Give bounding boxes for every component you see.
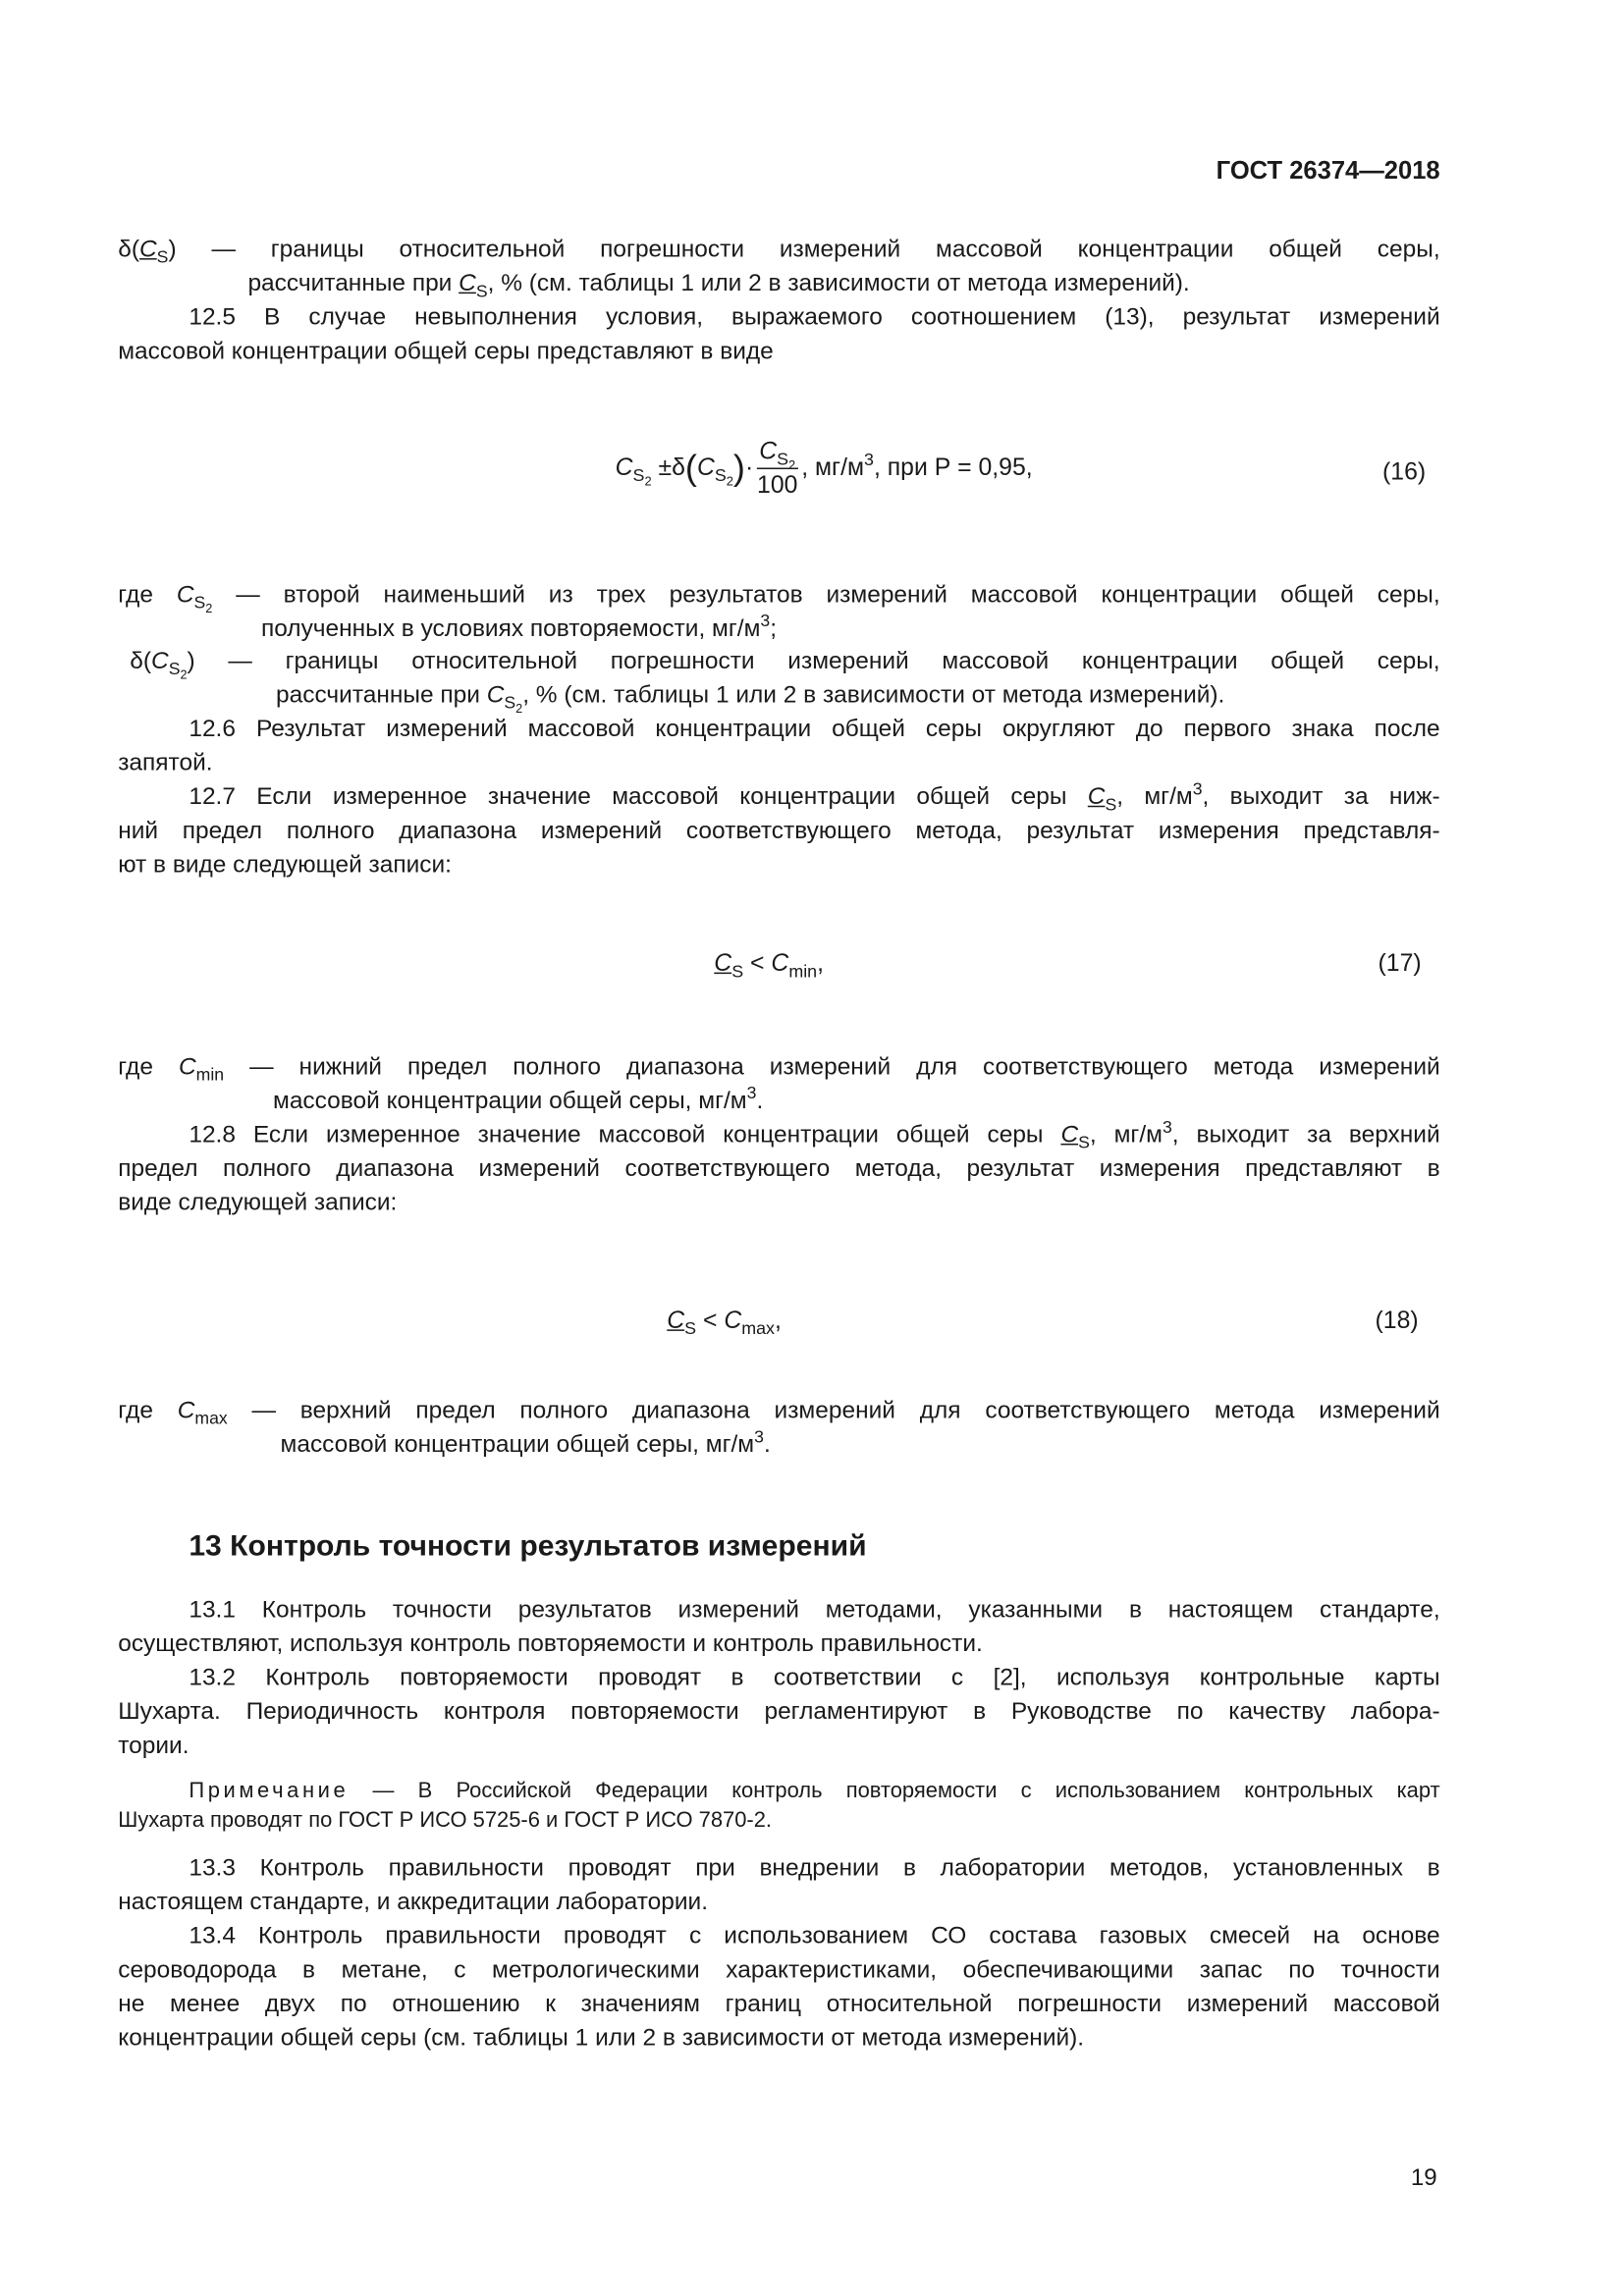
comma: , (817, 950, 824, 978)
p12-7-line2: ний предел полного диапазона измерений соответствующего метода, результат измерения представля- (118, 817, 1440, 844)
delta-open: δ( (118, 236, 140, 263)
var-c: C (486, 681, 505, 709)
p12-7-line1 (189, 780, 1439, 815)
where: где (118, 1053, 153, 1081)
sub-s: S (168, 660, 181, 679)
p12-8-line3: виде следующей записи: (118, 1189, 398, 1216)
p13-3-line1: 13.3 Контроль правильности проводят при внедрении в лаборатории методов, установленных в (189, 1854, 1440, 1882)
note-line2: Шухарта проводят по ГОСТ Р ИСО 5725-6 и ГОСТ Р ИСО 7870-2. (118, 1808, 773, 1833)
sup-3: 3 (1162, 1117, 1172, 1138)
text: , выходит за верхний (1171, 1121, 1440, 1148)
less-than: < (702, 1307, 718, 1334)
sub-s: S (1105, 795, 1117, 815)
sub-s: S (684, 1317, 697, 1339)
definition-cs2-line1 (118, 578, 1439, 613)
sub-s: S (731, 960, 744, 982)
note-label: Примечание (189, 1779, 350, 1803)
text: массовой концентрации общей серы, мг/м (280, 1431, 755, 1459)
text: , мг/м (1089, 1121, 1163, 1148)
fraction (756, 437, 798, 501)
var-c: C (771, 950, 789, 978)
definition-cmax-line1 (118, 1395, 1439, 1429)
sup-3: 3 (746, 1084, 757, 1103)
text: ; (770, 614, 778, 642)
sub-2: 2 (644, 473, 652, 489)
var-c: C (724, 1307, 742, 1334)
var-c: C (177, 1397, 195, 1424)
var-c: C (667, 1307, 685, 1334)
text: , % (см. таблицы 1 или 2 в зависимости от метода измерений). (487, 270, 1190, 297)
definition-delta-cs2-line2 (276, 678, 1440, 717)
p12-5-line2: массовой концентрации общей серы представляют в виде (118, 338, 774, 365)
definition-text: — границы относительной погрешности измерений массовой концентрации общей серы, (228, 647, 1440, 674)
p13-4-line3: не менее двух по отношению к значениям границ относительной погрешности измерений массовой (118, 1990, 1440, 2017)
sub-s: S (714, 464, 727, 486)
var-c: C (151, 647, 169, 674)
formula-18 (667, 1305, 782, 1339)
p13-2-line1: 13.2 Контроль повторяемости проводят в соответствии с [2], используя контрольные карты (189, 1664, 1440, 1691)
sub-2: 2 (515, 701, 523, 717)
text: полученных в условиях повторяемости, мг/м (260, 614, 761, 642)
p13-3-line2: настоящем стандарте, и аккредитации лаборатории. (118, 1889, 709, 1916)
var-c: C (759, 438, 778, 465)
sub-2: 2 (726, 473, 733, 489)
definition-text: — границы относительной погрешности измерений массовой концентрации общей серы, (211, 236, 1440, 263)
sup-3: 3 (1192, 779, 1203, 800)
sub-max: max (741, 1317, 775, 1339)
definition-cmax-line2 (281, 1428, 1440, 1463)
definition-cs2-line2 (261, 613, 1440, 647)
definition-delta-cs-line2 (247, 267, 1439, 301)
sup-3: 3 (754, 1427, 764, 1447)
definition-text: — верхний предел полного диапазона измерений для соответствующего метода измерений (251, 1397, 1440, 1424)
definition-cmin-line1 (118, 1050, 1439, 1085)
delta-open: δ( (130, 647, 152, 674)
p12-6-line1: 12.6 Результат измерений массовой концентрации общей серы округляют до первого знака после (189, 716, 1440, 743)
less-than: < (750, 950, 765, 978)
sub-2: 2 (205, 600, 213, 615)
var-c: C (696, 454, 715, 481)
text: 12.8 Если измеренное значение массовой концентрации общей серы (189, 1121, 1044, 1148)
text: 12.7 Если измеренное значение массовой концентрации общей серы (189, 783, 1067, 811)
sub-s: S (504, 693, 516, 714)
text: , выходит за ниж- (1202, 783, 1440, 811)
fraction-denominator: 100 (757, 472, 798, 500)
sub-s: S (156, 247, 169, 268)
text: массовой концентрации общей серы, мг/м (272, 1087, 747, 1114)
comma: , (774, 1307, 782, 1334)
formula-16-number: (16) (1382, 458, 1427, 486)
sub-2: 2 (180, 667, 188, 682)
sup-3: 3 (864, 449, 874, 470)
units: , мг/м (801, 454, 865, 481)
p13-4-line1: 13.4 Контроль правильности проводят с использованием СО состава газовых смесей на основе (189, 1922, 1440, 1949)
sub-s: S (632, 464, 645, 486)
where: где (118, 1397, 153, 1424)
sub-s: S (777, 449, 789, 470)
sub-s: S (475, 282, 488, 301)
var-c: C (459, 270, 476, 297)
multiply-dot: · (744, 454, 754, 481)
p12-7-line3: ют в виде следующей записи: (118, 851, 452, 879)
page-number: 19 (1410, 2165, 1437, 2192)
right-paren: ) (732, 448, 745, 489)
left-paren: ( (684, 448, 697, 489)
sub-min: min (195, 1065, 225, 1085)
text: рассчитанные при (247, 270, 453, 297)
formula-17 (714, 947, 824, 982)
p13-4-line2: сероводорода в метане, с метрологическими характеристиками, обеспечивающими запас по точности (118, 1956, 1440, 1984)
definition-text: — второй наименьший из трех результатов измерений массовой концентрации общей серы, (236, 581, 1440, 609)
definition-cmin-line2 (273, 1085, 1440, 1119)
delta-close: ) (187, 647, 195, 674)
p13-2-line2: Шухарта. Периодичность контроля повторяемости регламентируют в Руководстве по качеству лабора- (118, 1698, 1440, 1726)
text: . (756, 1087, 764, 1114)
var-c: C (139, 236, 157, 263)
text: , мг/м (1116, 783, 1193, 811)
text: рассчитанные при (276, 681, 480, 709)
p13-1-line2: осуществляют, используя контроль повторяемости и контроль правильности. (118, 1630, 983, 1658)
note-text: — В Российской Федерации контроль повторяемости с использованием контрольных карт (372, 1779, 1440, 1803)
delta: δ (672, 454, 685, 481)
sub-2: 2 (788, 457, 796, 473)
sub-min: min (788, 960, 818, 982)
formula-18-number: (18) (1375, 1307, 1419, 1334)
var-c: C (615, 454, 633, 481)
section-13-heading: 13 Контроль точности результатов измерений (189, 1529, 867, 1563)
p12-6-line2: запятой. (118, 749, 213, 776)
formula-16 (616, 437, 1033, 501)
definition-delta-cs2-line1 (130, 645, 1440, 682)
text: . (763, 1431, 771, 1459)
sub-max: max (194, 1409, 228, 1429)
var-c: C (176, 581, 194, 609)
p12-8-line1 (189, 1118, 1439, 1152)
p13-2-line3: тории. (118, 1732, 189, 1759)
definition-text: — нижний предел полного диапазона измерений для соответствующего метода измерений (249, 1053, 1440, 1081)
p13-4-line4: концентрации общей серы (см. таблицы 1 или 2 в зависимости от метода измерений). (118, 2024, 1085, 2052)
formula-17-number: (17) (1378, 950, 1422, 978)
p13-1-line1: 13.1 Контроль точности результатов измерений методами, указанными в настоящем стандарте, (189, 1596, 1440, 1624)
where: где (118, 581, 153, 609)
definition-delta-cs-line1 (118, 234, 1439, 268)
var-c: C (178, 1053, 196, 1081)
sup-3: 3 (760, 612, 771, 631)
standard-designation: ГОСТ 26374—2018 (1216, 156, 1440, 185)
p12-8-line2: предел полного диапазона измерений соответствующего метода, результат измерения представляют в (118, 1155, 1440, 1183)
probability: , при Р = 0,95, (873, 454, 1033, 481)
var-c: C (1087, 783, 1106, 811)
sub-s: S (1078, 1133, 1090, 1153)
p12-5-line1: 12.5 В случае невыполнения условия, выражаемого соотношением (13), результат измерений (189, 303, 1440, 331)
fraction-numerator (756, 437, 798, 473)
var-c: C (714, 950, 732, 978)
delta-close: ) (168, 236, 177, 263)
text: , % (см. таблицы 1 или 2 в зависимости от метода измерений). (522, 681, 1225, 709)
sub-s: S (193, 593, 206, 613)
var-c: C (1060, 1121, 1079, 1148)
plus-minus: ± (658, 454, 673, 481)
